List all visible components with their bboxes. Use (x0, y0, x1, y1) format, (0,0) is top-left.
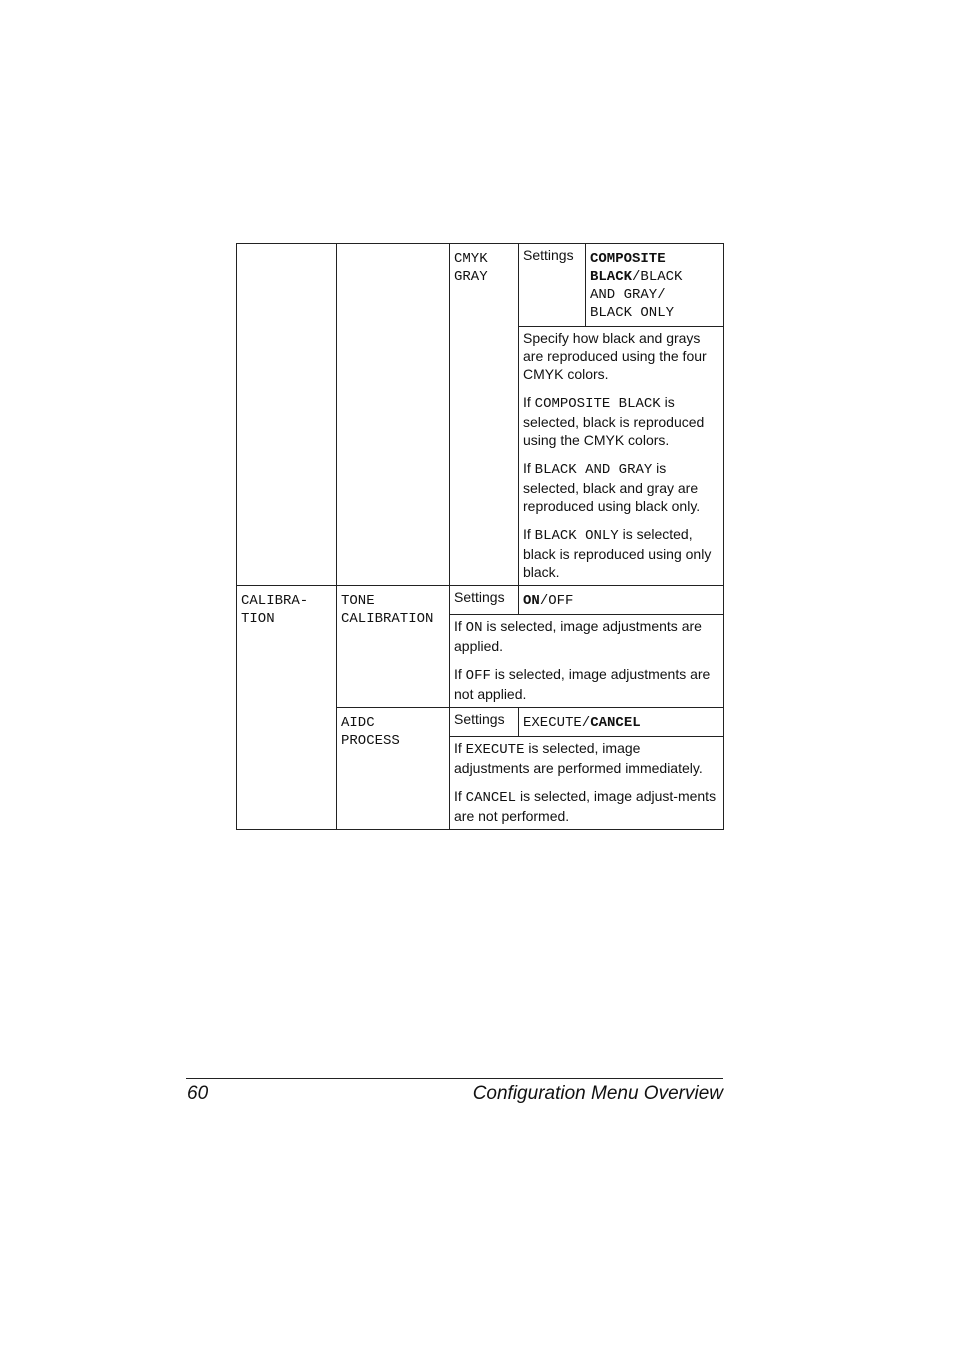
item-tone-calibration: TONE CALIBRATION (337, 586, 450, 708)
settings-values: ON/OFF (519, 586, 724, 615)
item-cmyk-gray: CMYK GRAY (450, 244, 519, 586)
settings-values: EXECUTE/CANCEL (519, 708, 724, 737)
settings-label: Settings (450, 708, 519, 737)
menu-calibration: CALIBRA- TION (237, 586, 337, 830)
submenu-cell-empty (337, 244, 450, 586)
item-aidc-process: AIDC PROCESS (337, 708, 450, 830)
footer-rule (186, 1078, 723, 1079)
running-title: Configuration Menu Overview (472, 1083, 723, 1104)
settings-values: COMPOSITE BLACK/BLACK AND GRAY/ BLACK ONLY (586, 244, 724, 327)
settings-label: Settings (450, 586, 519, 615)
description-aidc-process: If EXECUTE is selected, image adjustments are performed immediately. If CANCEL is selected, image adjust-ments are not performed. (450, 737, 724, 830)
page-number: 60 (187, 1083, 209, 1104)
description-cmyk-gray: Specify how black and grays are reproduced using the four CMYK colors. If COMPOSITE BLACK is selected, black is reproduced using the CMYK colors. If BLACK AND GRAY is selected, black and gray are reproduced using black only. If BLACK ONLY is selected, black is reproduced using only black. (519, 327, 724, 586)
settings-label: Settings (519, 244, 586, 327)
description-tone-calibration: If ON is selected, image adjustments are applied. If OFF is selected, image adjustments are not applied. (450, 615, 724, 708)
menu-cell-empty (237, 244, 337, 586)
configuration-menu-table (236, 243, 724, 830)
